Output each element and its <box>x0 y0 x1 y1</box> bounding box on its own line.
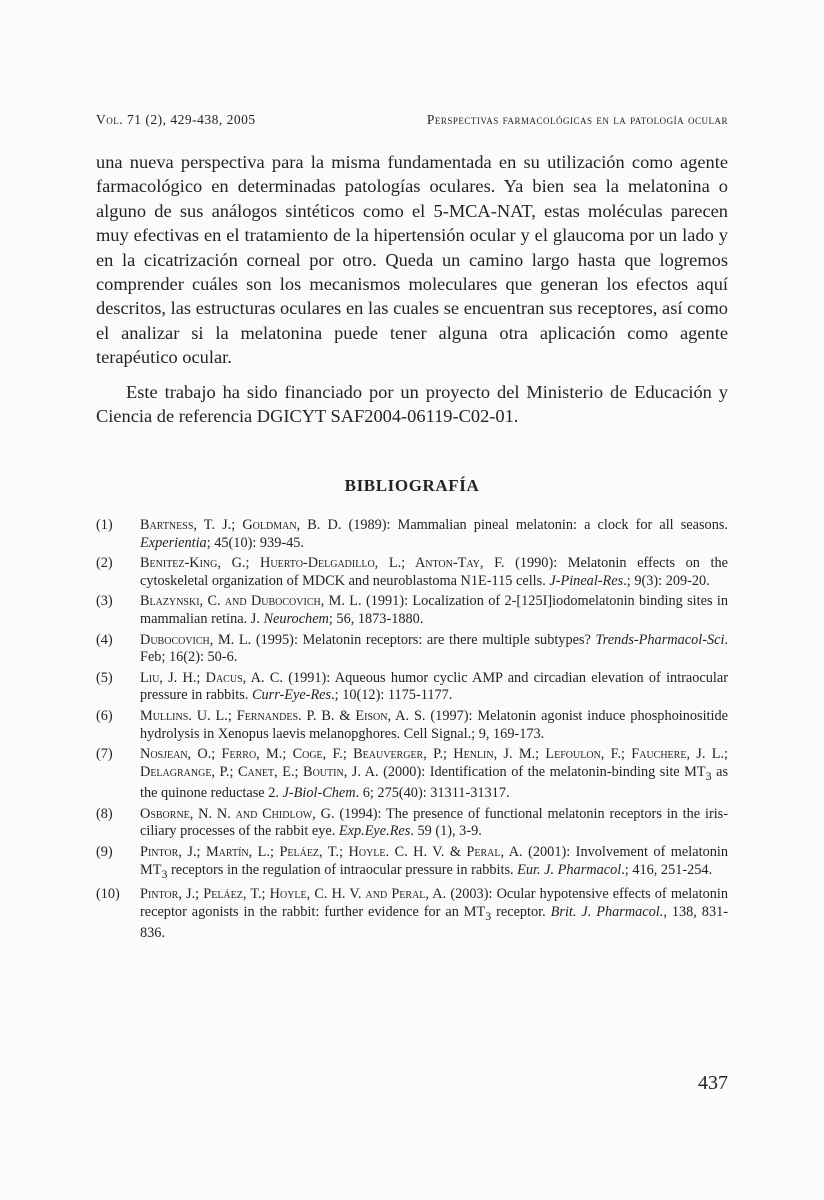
reference-body: (1991): Aqueous humor cyclic AMP and circadian elevation of intraocular pressure in rabbits. <box>140 669 728 704</box>
reference-authors: Mullins. U. L.; Fernandes. P. B. & Eison, A. S. <box>140 707 426 724</box>
reference-authors: Pintor, J.; Martín, L.; Peláez, T.; Hoyle. C. H. V. & Peral, A. <box>140 843 523 860</box>
reference-item <box>96 632 728 667</box>
reference-number: (1) <box>96 517 113 533</box>
running-header <box>96 112 728 128</box>
reference-body: (1991): Localization of 2-[125I]iodomelatonin binding sites in mammalian retina. J. <box>140 593 728 627</box>
reference-body: (1995): Melatonin receptors: are there multiple subtypes? <box>251 631 596 648</box>
reference-body: (2001): Involvement of melatonin MT <box>140 843 728 878</box>
reference-citation: ; 45(10): 939-45. <box>206 534 304 551</box>
reference-number: (7) <box>96 746 113 763</box>
reference-journal: Neurochem <box>263 610 329 627</box>
reference-item <box>96 886 728 943</box>
subscript: 3 <box>485 908 492 923</box>
reference-item <box>96 806 728 841</box>
reference-number: (9) <box>96 843 113 860</box>
reference-text <box>140 517 728 552</box>
subscript: 3 <box>161 866 168 881</box>
reference-body: (1997): Melatonin agonist induce phosphoinositide hydrolysis in Xenopus laevis melanopghores. Cell Signal.; 9, 169-173. <box>140 707 728 742</box>
reference-number: (6) <box>96 707 113 724</box>
reference-item <box>96 517 728 552</box>
reference-number: (3) <box>96 593 113 610</box>
reference-body-cont: receptor. <box>491 903 551 920</box>
reference-authors: Pintor, J.; Peláez, T.; Hoyle, C. H. V. and Peral, A. <box>140 886 447 902</box>
reference-journal: Trends-Pharmacol-Sci <box>595 631 725 648</box>
reference-authors: Osborne, N. N. and Chidlow, G. <box>140 805 335 822</box>
reference-body: (1994): The presence of functional melatonin receptors in the iris-ciliary processes of the rabbit eye. <box>140 805 728 840</box>
reference-item <box>96 593 728 628</box>
reference-text <box>140 708 728 743</box>
reference-authors: Bartness, T. J.; Goldman, B. D. <box>140 517 342 533</box>
reference-citation: . Feb; 16(2): 50-6. <box>140 631 729 666</box>
subscript: 3 <box>705 768 712 783</box>
reference-body-cont: as the quinone reductase 2. <box>140 763 729 802</box>
reference-text <box>140 632 728 667</box>
main-text <box>96 150 728 428</box>
reference-text <box>140 746 728 803</box>
reference-text <box>140 806 728 841</box>
journal-volume: Vol. 71 (2), 429-438, 2005 <box>96 112 256 127</box>
reference-body-cont: receptors in the regulation of intraocular pressure in rabbits. <box>167 861 518 878</box>
reference-citation: . 59 (1), 3-9. <box>410 823 482 840</box>
reference-text <box>140 670 728 705</box>
reference-authors: Nosjean, O.; Ferro, M.; Coge, F.; Beauverger, P.; Henlin, J. M.; Lefoulon, F.; Fauchere, J. L.; Delagrange, P.; Canet, E.; Boutin, J. A. <box>140 746 728 780</box>
reference-number: (10) <box>96 886 120 902</box>
section-title: BIBLIOGRAFÍA <box>344 476 480 495</box>
reference-number: (2) <box>96 555 113 572</box>
reference-item <box>96 844 728 883</box>
reference-journal: Brit. J. Pharmacol. <box>550 903 664 920</box>
page-number: 437 <box>698 1072 728 1094</box>
reference-citation: ; 56, 1873-1880. <box>328 610 424 627</box>
reference-authors: Liu, J. H.; Dacus, A. C. <box>140 669 283 686</box>
reference-authors: Benitez-King, G.; Huerto-Delgadillo, L.; Anton-Tay, F. <box>140 555 505 572</box>
paragraph-2: Este trabajo ha sido financiado por un proyecto del Ministerio de Educación y Ciencia de referencia DGICYT SAF2004-06119-C02-01. <box>96 381 728 427</box>
reference-body: (2003): Ocular hypotensive effects of melatonin receptor agonists in the rabbit: further evidence for an MT <box>140 886 728 920</box>
reference-item <box>96 670 728 705</box>
reference-number: (4) <box>96 631 113 648</box>
reference-authors: Blazynski, C. and Dubocovich, M. L. <box>140 593 362 610</box>
reference-item <box>96 708 728 743</box>
paragraph-1: una nueva perspectiva para la misma fundamentada en su utilización como agente farmacológico en determinadas patologías oculares. Ya bien sea la melatonina o alguno de sus análogos sintéticos como el 5-MCA-NAT, estas moléculas parecen muy efectivas en el tratamiento de la hipertensión ocular y el glaucoma por un lado y en la cicatrización corneal por otro. Queda un camino largo hasta que logremos comprender cuáles son los mecanismos moleculares que generan los efectos aquí descritos, las estructuras oculares en las cuales se encuentran sus receptores, así como el analizar si la melatonina puede tener alguna otra aplicación como agente terapéutico ocular. <box>96 152 728 368</box>
reference-journal: Exp.Eye.Res <box>338 823 411 840</box>
reference-item <box>96 555 728 590</box>
reference-journal: Experientia <box>140 534 207 551</box>
reference-number: (5) <box>96 669 113 686</box>
reference-text <box>140 886 728 943</box>
reference-citation: .; 9(3): 209-20. <box>623 572 710 589</box>
reference-citation: , 138, 831-836. <box>140 903 729 942</box>
reference-citation: .; 416, 251-254. <box>621 861 713 878</box>
reference-number: (8) <box>96 805 113 822</box>
reference-body: (1990): Melatonin effects on the cytoskeletal organization of MDCK and neuroblastoma N1E-115 cells. <box>140 555 728 589</box>
reference-body: (1989): Mammalian pineal melatonin: a clock for all seasons. <box>341 517 728 533</box>
reference-citation: . 6; 275(40): 31311-31317. <box>355 785 510 802</box>
reference-item <box>96 746 728 803</box>
reference-journal: Curr-Eye-Res <box>251 687 332 704</box>
reference-body: (2000): Identification of the melatonin-binding site MT <box>378 763 706 780</box>
reference-journal: Eur. J. Pharmacol <box>517 861 622 878</box>
reference-text <box>140 844 728 883</box>
reference-text <box>140 555 728 590</box>
reference-journal: J-Biol-Chem <box>282 785 356 802</box>
running-title: Perspectivas farmacológicas en la patología ocular <box>426 112 728 127</box>
reference-list <box>96 517 728 946</box>
reference-text <box>140 593 728 628</box>
reference-authors: Dubocovich, M. L. <box>140 631 252 648</box>
reference-journal: J-Pineal-Res <box>549 572 624 589</box>
reference-citation: .; 10(12): 1175-1177. <box>331 687 453 704</box>
